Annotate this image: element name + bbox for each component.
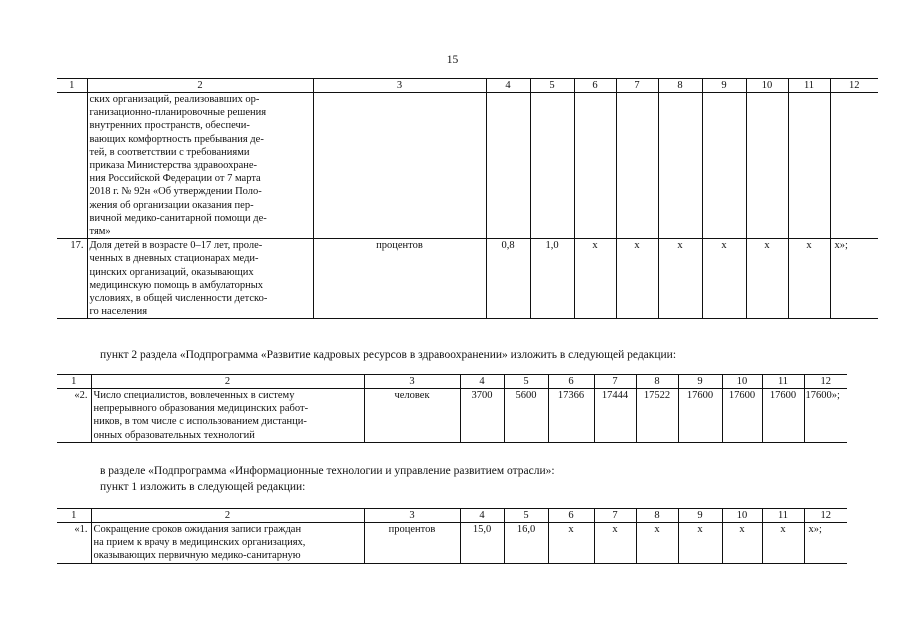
row-number: «1.	[57, 523, 91, 564]
amendment-paragraph: пункт 1 изложить в следующей редакции:	[100, 481, 306, 493]
indicator-description	[91, 389, 364, 443]
header-col-6: 6	[548, 509, 594, 523]
it-indicator-table	[57, 508, 847, 564]
table-header-row	[57, 509, 847, 523]
description-line: ния Российской Федерации от 7 марта	[89, 173, 261, 185]
header-col-2: 2	[87, 79, 313, 93]
description-line: непрерывного образования медицинских работ-	[93, 403, 309, 415]
value-cell: 17366	[548, 389, 594, 443]
description-line: ников, в том числе с использованием дистанци-	[93, 416, 307, 428]
indicators-table-continued	[57, 78, 878, 319]
header-col-9: 9	[702, 79, 746, 93]
value-cell: х»;	[830, 239, 878, 319]
header-col-4: 4	[460, 509, 504, 523]
indicator-description	[91, 523, 364, 564]
header-col-8: 8	[636, 375, 678, 389]
header-col-7: 7	[594, 509, 636, 523]
value-cell: х	[658, 239, 702, 319]
header-col-4: 4	[460, 375, 504, 389]
value-cell: х	[636, 523, 678, 564]
header-col-4: 4	[486, 79, 530, 93]
amendment-paragraph: пункт 2 раздела «Подпрограмма «Развитие кадровых ресурсов в здравоохранении» изложить в следующей редакции:	[100, 349, 677, 361]
header-col-7: 7	[594, 375, 636, 389]
value-cell: 17600»;	[804, 389, 847, 443]
value-cell: 17444	[594, 389, 636, 443]
table-header-row	[57, 375, 847, 389]
row-number	[57, 93, 87, 239]
unit-cell: человек	[364, 389, 460, 443]
value-cell	[702, 93, 746, 239]
value-cell: 17522	[636, 389, 678, 443]
unit-cell	[313, 93, 486, 239]
header-col-8: 8	[658, 79, 702, 93]
value-cell: 17600	[678, 389, 722, 443]
header-col-5: 5	[504, 375, 548, 389]
value-cell: х	[762, 523, 804, 564]
value-cell: х	[548, 523, 594, 564]
value-cell: х	[722, 523, 762, 564]
table-header-row	[57, 79, 878, 93]
header-col-9: 9	[678, 375, 722, 389]
value-cell: 16,0	[504, 523, 548, 564]
value-cell: х»;	[804, 523, 847, 564]
value-cell: х	[702, 239, 746, 319]
description-line: Сокращение сроков ожидания записи граждан	[93, 524, 302, 535]
value-cell: 17600	[762, 389, 804, 443]
row-number: «2.	[57, 389, 91, 443]
description-line: Число специалистов, вовлеченных в систему	[93, 390, 295, 401]
description-line: на прием к врачу в медицинских организациях,	[93, 537, 306, 549]
value-cell: 1,0	[530, 239, 574, 319]
header-col-2: 2	[91, 375, 364, 389]
header-col-11: 11	[762, 509, 804, 523]
header-col-12: 12	[804, 509, 847, 523]
value-cell: х	[616, 239, 658, 319]
header-col-12: 12	[804, 375, 847, 389]
unit-cell: процентов	[364, 523, 460, 564]
description-line: тям»	[89, 226, 111, 238]
header-col-6: 6	[574, 79, 616, 93]
value-cell	[746, 93, 788, 239]
value-cell	[486, 93, 530, 239]
header-col-1: 1	[57, 509, 91, 523]
value-cell	[574, 93, 616, 239]
value-cell: 3700	[460, 389, 504, 443]
table-row	[57, 523, 847, 564]
personnel-indicator-table	[57, 374, 847, 443]
indicator-description	[87, 239, 313, 319]
header-col-3: 3	[313, 79, 486, 93]
description-line: внутренних пространств, обеспечи-	[89, 120, 250, 132]
header-col-1: 1	[57, 79, 87, 93]
header-col-2: 2	[91, 509, 364, 523]
header-col-7: 7	[616, 79, 658, 93]
header-col-10: 10	[722, 375, 762, 389]
value-cell: х	[574, 239, 616, 319]
description-line: го населения	[89, 306, 148, 318]
row-number: 17.	[57, 239, 87, 319]
header-col-9: 9	[678, 509, 722, 523]
header-col-11: 11	[762, 375, 804, 389]
header-col-8: 8	[636, 509, 678, 523]
description-line: тей, в соответствии с требованиями	[89, 146, 250, 158]
header-col-3: 3	[364, 375, 460, 389]
description-line: ченных в дневных стационарах меди-	[89, 253, 259, 265]
unit-cell: процентов	[313, 239, 486, 319]
description-line: оказывающих первичную медико-санитарную	[93, 550, 301, 562]
header-col-1: 1	[57, 375, 91, 389]
header-col-3: 3	[364, 509, 460, 523]
description-line: условиях, в общей численности детско-	[89, 293, 268, 305]
value-cell: х	[788, 239, 830, 319]
description-line: жения об организации оказания пер-	[89, 199, 254, 211]
header-col-12: 12	[830, 79, 878, 93]
value-cell: 15,0	[460, 523, 504, 564]
description-line: приказа Министерства здравоохране-	[89, 160, 258, 172]
description-line: онных образовательных технологий	[93, 429, 255, 441]
value-cell	[658, 93, 702, 239]
value-cell: х	[678, 523, 722, 564]
description-line: вичной медико-санитарной помощи де-	[89, 212, 267, 224]
page-number: 15	[446, 54, 459, 66]
description-line: ских организаций, реализовавших ор-	[89, 94, 260, 105]
value-cell	[530, 93, 574, 239]
description-line: медицинскую помощь в амбулаторных	[89, 279, 264, 291]
header-col-10: 10	[746, 79, 788, 93]
header-col-6: 6	[548, 375, 594, 389]
table-row	[57, 389, 847, 443]
value-cell	[830, 93, 878, 239]
value-cell: 17600	[722, 389, 762, 443]
value-cell: 0,8	[486, 239, 530, 319]
description-line: вающих комфортность пребывания де-	[89, 133, 264, 145]
table-row	[57, 239, 878, 319]
value-cell	[788, 93, 830, 239]
header-col-5: 5	[504, 509, 548, 523]
header-col-5: 5	[530, 79, 574, 93]
value-cell: х	[746, 239, 788, 319]
value-cell: 5600	[504, 389, 548, 443]
table-row	[57, 93, 878, 239]
value-cell: х	[594, 523, 636, 564]
amendment-paragraph: в разделе «Подпрограмма «Информационные технологии и управление развитием отрасли»:	[100, 465, 555, 477]
indicator-description	[87, 93, 313, 239]
description-line: ганизационно-планировочные решения	[89, 107, 267, 119]
description-line: 2018 г. № 92н «Об утверждении Поло-	[89, 186, 262, 198]
value-cell	[616, 93, 658, 239]
header-col-10: 10	[722, 509, 762, 523]
description-line: цинских организаций, оказывающих	[89, 266, 254, 278]
description-line: Доля детей в возрасте 0–17 лет, проле-	[89, 240, 263, 252]
header-col-11: 11	[788, 79, 830, 93]
